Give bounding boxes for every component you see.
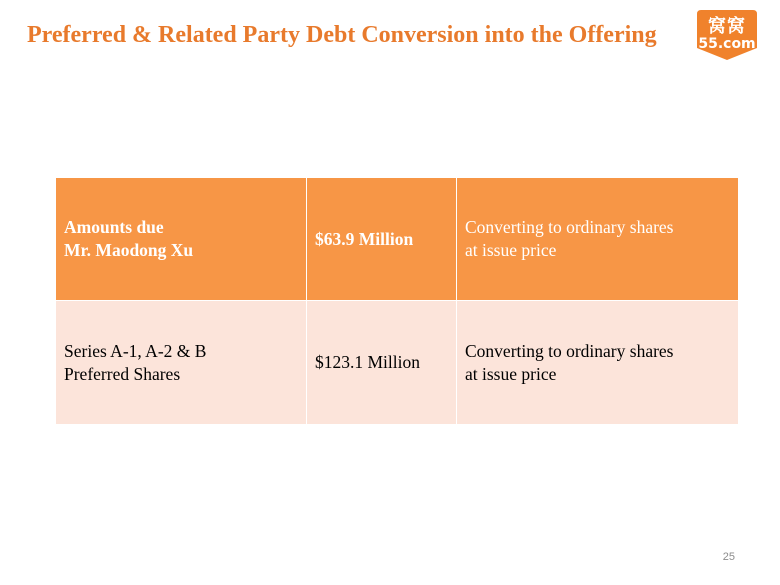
page-number: 25 — [722, 551, 735, 563]
treatment-cell — [457, 178, 739, 301]
treatment-line: Converting to ordinary shares — [465, 340, 674, 361]
wowo-logo — [697, 10, 757, 60]
item-cell — [56, 301, 307, 425]
table-row — [56, 301, 739, 425]
logo-text: 55.com — [698, 36, 756, 52]
treatment-line: at issue price — [465, 240, 557, 260]
item-line: Amounts due — [64, 217, 164, 237]
treatment-line: Converting to ordinary shares — [465, 217, 674, 237]
item-cell — [56, 178, 307, 301]
treatment-line: at issue price — [465, 363, 557, 384]
treatment-cell — [457, 301, 739, 425]
amount-cell: $123.1 Million — [307, 301, 457, 425]
item-line: Mr. Maodong Xu — [64, 240, 194, 260]
item-line: Preferred Shares — [64, 363, 181, 384]
amount-cell: $63.9 Million — [307, 178, 457, 301]
slide-title: Preferred & Related Party Debt Conversion into the Offering — [27, 22, 657, 48]
conversion-table — [55, 177, 739, 425]
item-line: Series A-1, A-2 & B — [64, 340, 207, 361]
logo-characters: 窝窝 — [708, 16, 746, 37]
table-row — [56, 178, 739, 301]
